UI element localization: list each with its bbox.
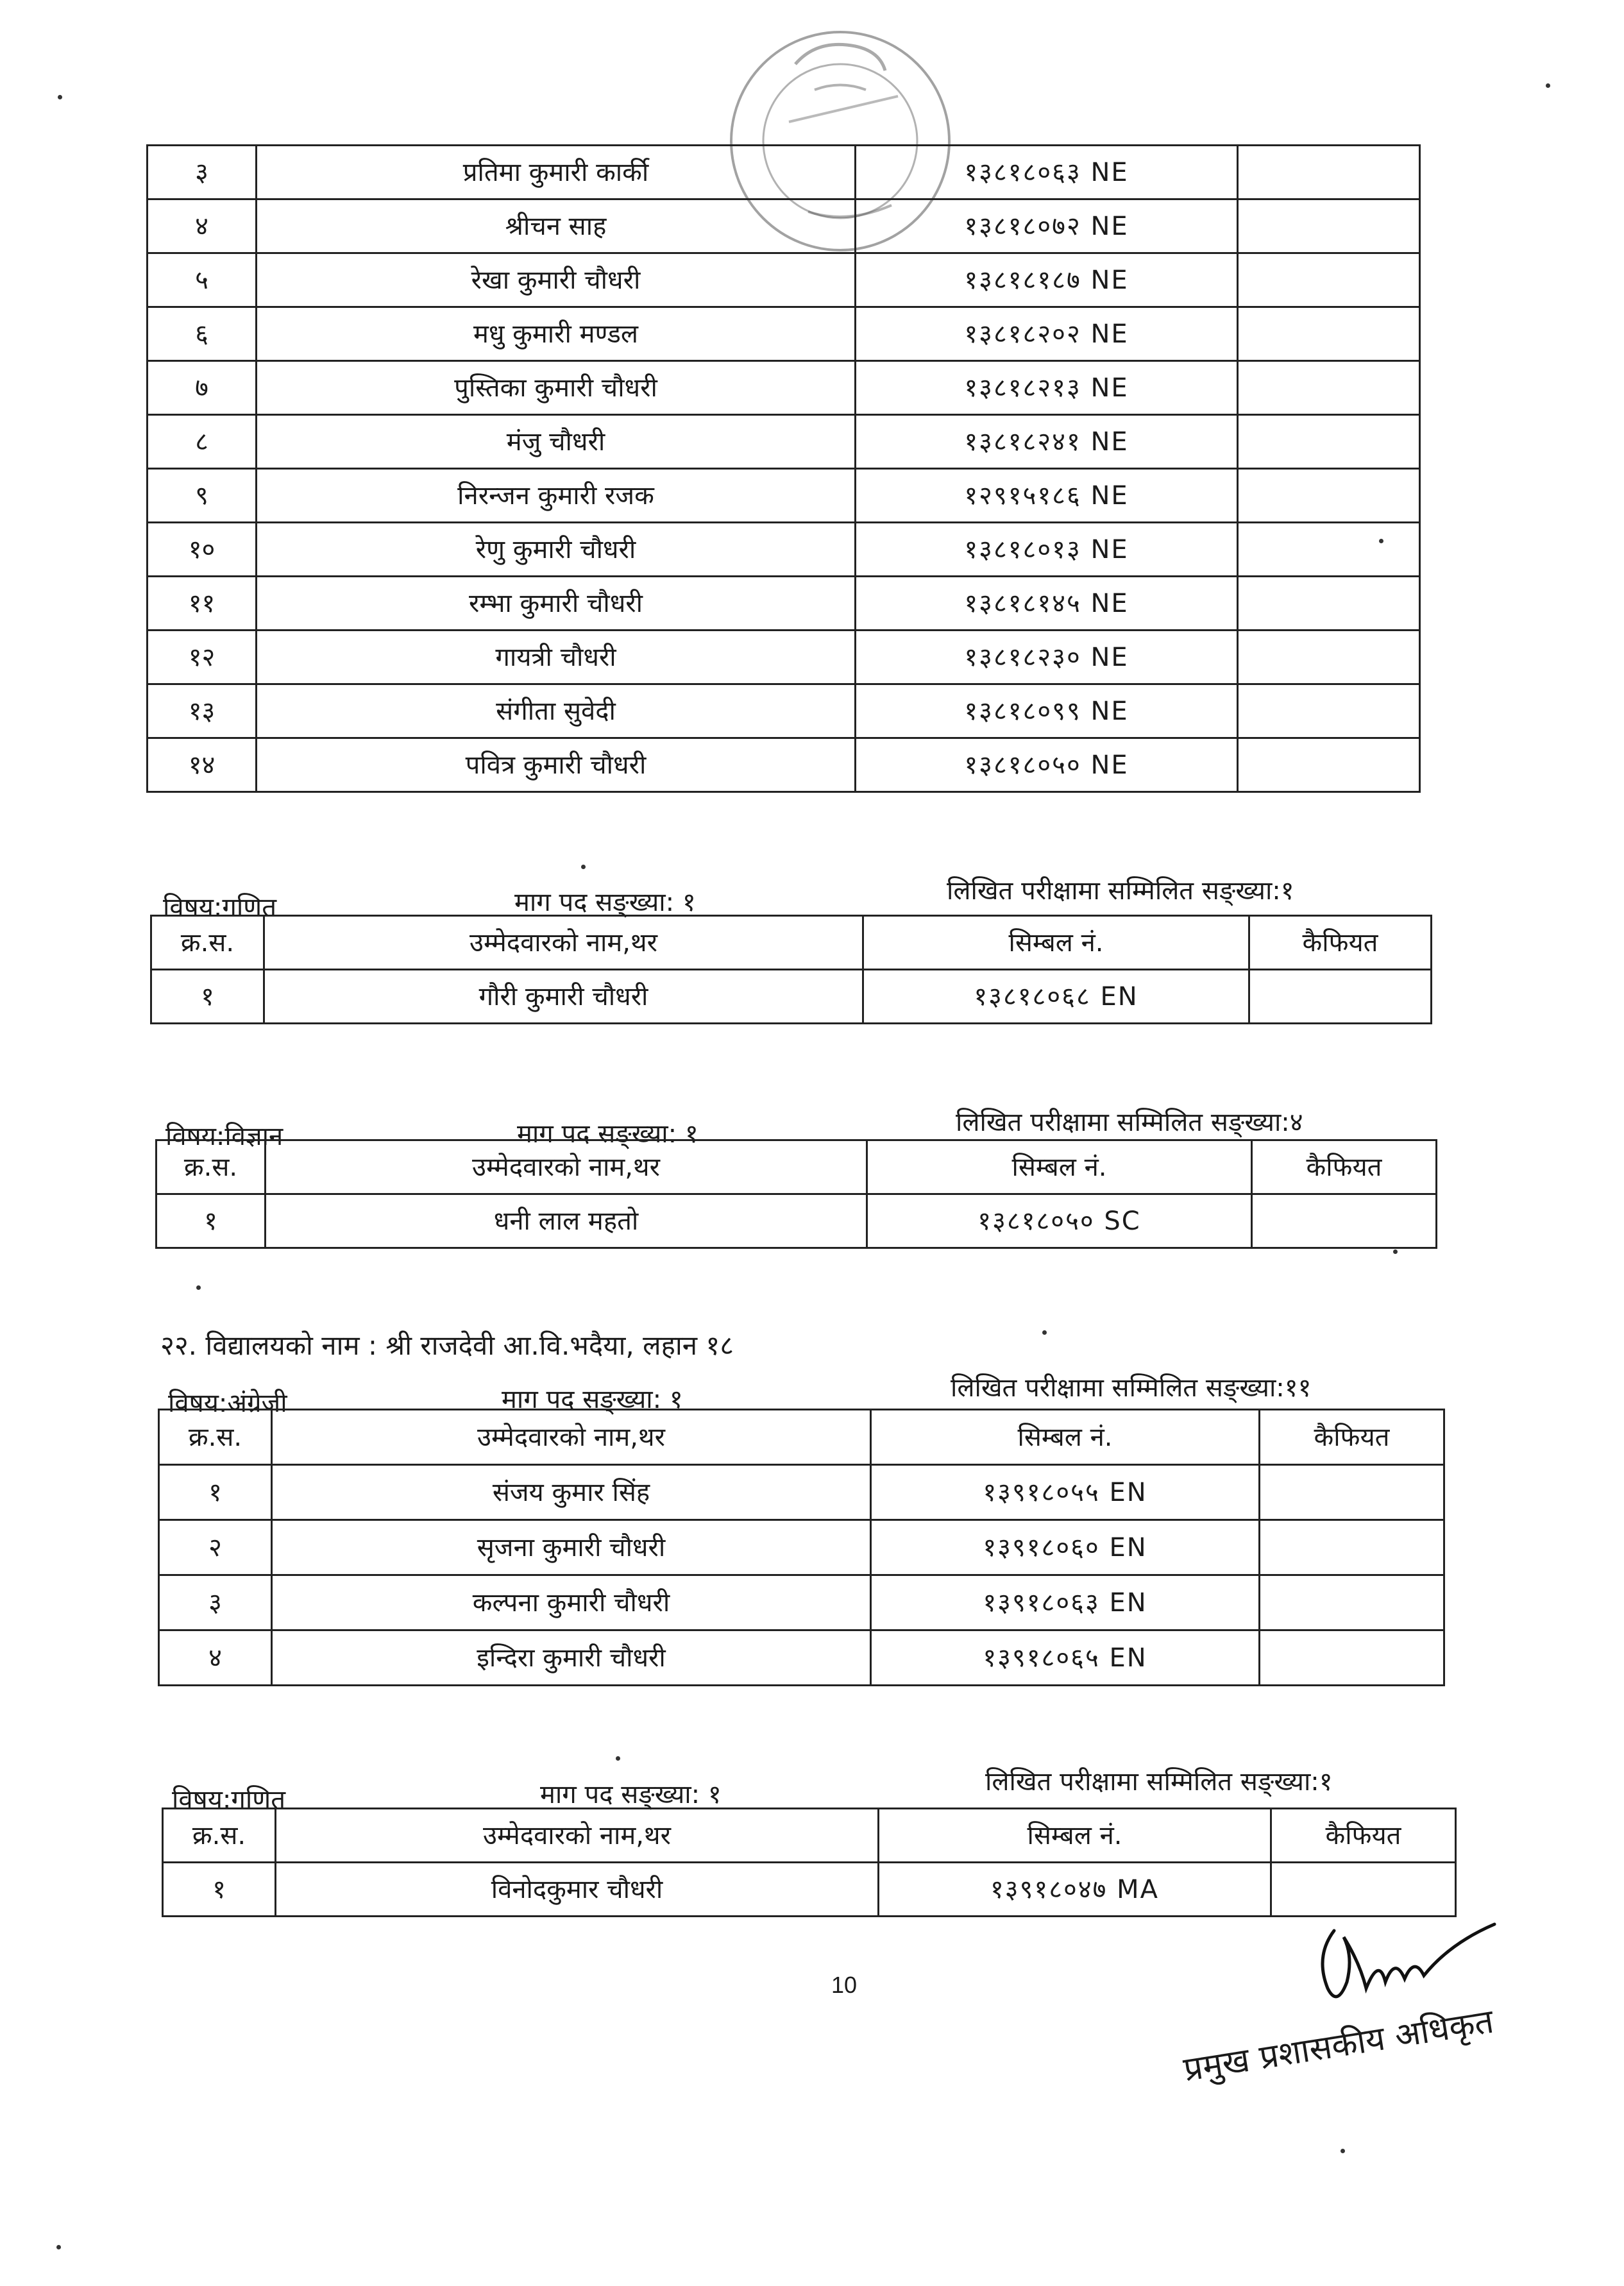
candidate-name: गौरी कुमारी चौधरी <box>264 970 863 1024</box>
symbol-number: १३८१८२३० NE <box>856 631 1238 684</box>
candidate-name: गायत्री चौधरी <box>257 631 856 684</box>
candidate-name: रेणु कुमारी चौधरी <box>257 523 856 577</box>
serial-number: १ <box>163 1863 276 1917</box>
serial-number: १ <box>159 1465 272 1520</box>
posts-count: माग पद सङ्ख्या: १ <box>517 1119 698 1149</box>
symbol-number: १३८१८०५० NE <box>856 738 1238 792</box>
header-name: उम्मेदवारको नाम,थर <box>276 1809 879 1863</box>
candidate-name: निरन्जन कुमारी रजक <box>257 469 856 523</box>
serial-number: १ <box>156 1194 266 1248</box>
serial-number: १४ <box>148 738 257 792</box>
serial-number: ९ <box>148 469 257 523</box>
serial-number: ४ <box>159 1630 272 1686</box>
page-number: 10 <box>831 1972 858 1998</box>
symbol-number: १३८१८०६८ EN <box>863 970 1249 1024</box>
symbol-number: १३९१८०६३ EN <box>871 1575 1260 1630</box>
serial-number: ३ <box>148 146 257 199</box>
serial-number: २ <box>159 1520 272 1575</box>
table-row <box>148 253 1420 307</box>
candidate-name: पवित्र कुमारी चौधरी <box>257 738 856 792</box>
table-row <box>148 415 1420 469</box>
table-row <box>148 469 1420 523</box>
candidate-name: सृजना कुमारी चौधरी <box>272 1520 871 1575</box>
table-row <box>148 631 1420 684</box>
header-remarks: कैफियत <box>1252 1140 1437 1194</box>
candidate-name: मधु कुमारी मण्डल <box>257 307 856 361</box>
serial-number: ८ <box>148 415 257 469</box>
scan-speck <box>581 865 586 869</box>
header-symbol: सिम्बल नं. <box>867 1140 1252 1194</box>
remarks <box>1260 1575 1444 1630</box>
candidate-name: इन्दिरा कुमारी चौधरी <box>272 1630 871 1686</box>
header-sn: क्र.स. <box>156 1140 266 1194</box>
symbol-number: १३८१८०७२ NE <box>856 199 1238 253</box>
table-header-row <box>159 1410 1444 1465</box>
serial-number: ३ <box>159 1575 272 1630</box>
school-heading: २२. विद्यालयको नाम : श्री राजदेवी आ.वि.भदैया, लहान १८ <box>160 1330 734 1361</box>
serial-number: ११ <box>148 577 257 631</box>
candidate-name: रम्भा कुमारी चौधरी <box>257 577 856 631</box>
candidate-name: कल्पना कुमारी चौधरी <box>272 1575 871 1630</box>
serial-number: ६ <box>148 307 257 361</box>
remarks <box>1238 631 1420 684</box>
remarks <box>1238 577 1420 631</box>
remarks <box>1260 1630 1444 1686</box>
candidate-name: संगीता सुवेदी <box>257 684 856 738</box>
header-sn: क्र.स. <box>163 1809 276 1863</box>
header-sn: क्र.स. <box>159 1410 272 1465</box>
candidate-name: विनोदकुमार चौधरी <box>276 1863 879 1917</box>
subject-label: विषय:अंग्रेजी <box>168 1389 287 1418</box>
table-row <box>159 1630 1444 1686</box>
appeared-count: लिखित परीक्षामा सम्मिलित सङ्ख्या:११ <box>951 1373 1312 1403</box>
header-symbol: सिम्बल नं. <box>879 1809 1271 1863</box>
table-row <box>159 1575 1444 1630</box>
scan-speck <box>616 1756 620 1761</box>
designation: प्रमुख प्रशासकीय अधिकृत <box>1181 2002 1496 2090</box>
remarks <box>1260 1465 1444 1520</box>
table-row <box>148 199 1420 253</box>
candidate-table-english <box>158 1409 1445 1686</box>
candidate-name: श्रीचन साह <box>257 199 856 253</box>
serial-number: १ <box>151 970 264 1024</box>
serial-number: ५ <box>148 253 257 307</box>
candidate-name: धनी लाल महतो <box>266 1194 867 1248</box>
header-remarks: कैफियत <box>1271 1809 1456 1863</box>
header-remarks: कैफियत <box>1260 1410 1444 1465</box>
appeared-count: लिखित परीक्षामा सम्मिलित सङ्ख्या:१ <box>985 1767 1333 1797</box>
symbol-number: १३८१८०१३ NE <box>856 523 1238 577</box>
candidate-name: संजय कुमार सिंह <box>272 1465 871 1520</box>
header-sn: क्र.स. <box>151 916 264 970</box>
candidate-name: मंजु चौधरी <box>257 415 856 469</box>
symbol-number: १३८१८१४५ NE <box>856 577 1238 631</box>
subject-label: विषय:विज्ञान <box>165 1122 283 1151</box>
symbol-number: १३८१८२०२ NE <box>856 307 1238 361</box>
remarks <box>1238 253 1420 307</box>
remarks <box>1238 307 1420 361</box>
header-name: उम्मेदवारको नाम,थर <box>272 1410 871 1465</box>
scan-speck <box>1341 2149 1345 2153</box>
symbol-number: १३८१८०६३ NE <box>856 146 1238 199</box>
candidate-name: रेखा कुमारी चौधरी <box>257 253 856 307</box>
remarks <box>1238 146 1420 199</box>
remarks <box>1238 199 1420 253</box>
serial-number: ७ <box>148 361 257 415</box>
remarks <box>1238 469 1420 523</box>
scan-speck <box>58 95 62 99</box>
symbol-number: १३९१८०६० EN <box>871 1520 1260 1575</box>
symbol-number: १३८१८१८७ NE <box>856 253 1238 307</box>
table-header-row <box>163 1809 1456 1863</box>
posts-count: माग पद सङ्ख्या: १ <box>514 888 696 917</box>
scan-speck <box>1393 1249 1398 1254</box>
candidate-name: पुस्तिका कुमारी चौधरी <box>257 361 856 415</box>
candidate-name: प्रतिमा कुमारी कार्की <box>257 146 856 199</box>
header-name: उम्मेदवारको नाम,थर <box>266 1140 867 1194</box>
serial-number: ४ <box>148 199 257 253</box>
candidate-table-math <box>150 915 1432 1024</box>
header-symbol: सिम्बल नं. <box>863 916 1249 970</box>
appeared-count: लिखित परीक्षामा सम्मिलित सङ्ख्या:४ <box>956 1108 1303 1137</box>
remarks <box>1260 1520 1444 1575</box>
scan-speck <box>1042 1330 1047 1335</box>
remarks <box>1249 970 1432 1024</box>
candidate-table-continued <box>146 144 1421 793</box>
serial-number: १२ <box>148 631 257 684</box>
remarks <box>1271 1863 1456 1917</box>
remarks <box>1238 361 1420 415</box>
table-header-row <box>156 1140 1437 1194</box>
header-name: उम्मेदवारको नाम,थर <box>264 916 863 970</box>
symbol-number: १३८१८२४१ NE <box>856 415 1238 469</box>
scan-speck <box>1546 83 1550 88</box>
table-row <box>148 738 1420 792</box>
symbol-number: १३८१८०५० SC <box>867 1194 1252 1248</box>
table-header-row <box>151 916 1432 970</box>
table-row <box>148 577 1420 631</box>
serial-number: १० <box>148 523 257 577</box>
table-row <box>148 307 1420 361</box>
candidate-table-science <box>155 1139 1437 1249</box>
symbol-number: १३८१८२१३ NE <box>856 361 1238 415</box>
remarks <box>1238 684 1420 738</box>
remarks <box>1238 415 1420 469</box>
symbol-number: १३९१८०६५ EN <box>871 1630 1260 1686</box>
candidate-table-math-2 <box>162 1808 1457 1917</box>
symbol-number: १३८१८०९९ NE <box>856 684 1238 738</box>
remarks <box>1238 738 1420 792</box>
table-row <box>151 970 1432 1024</box>
table-row <box>148 684 1420 738</box>
table-row <box>159 1465 1444 1520</box>
header-symbol: सिम्बल नं. <box>871 1410 1260 1465</box>
subject-label: विषय:गणित <box>163 893 276 922</box>
posts-count: माग पद सङ्ख्या: १ <box>502 1385 683 1414</box>
remarks <box>1252 1194 1437 1248</box>
header-remarks: कैफियत <box>1249 916 1432 970</box>
subject-label: विषय:गणित <box>172 1785 285 1815</box>
table-row <box>156 1194 1437 1248</box>
posts-count: माग पद सङ्ख्या: १ <box>540 1780 722 1809</box>
symbol-number: १३९१८०५५ EN <box>871 1465 1260 1520</box>
symbol-number: १२९१५१८६ NE <box>856 469 1238 523</box>
scan-speck <box>56 2245 61 2249</box>
table-row <box>148 361 1420 415</box>
scan-speck <box>1379 539 1383 543</box>
scan-speck <box>196 1285 201 1290</box>
table-row <box>148 146 1420 199</box>
remarks <box>1238 523 1420 577</box>
appeared-count: लिखित परीक्षामा सम्मिलित सङ्ख्या:१ <box>947 876 1294 906</box>
symbol-number: १३९१८०४७ MA <box>879 1863 1271 1917</box>
table-row <box>163 1863 1456 1917</box>
serial-number: १३ <box>148 684 257 738</box>
table-row <box>159 1520 1444 1575</box>
table-row <box>148 523 1420 577</box>
